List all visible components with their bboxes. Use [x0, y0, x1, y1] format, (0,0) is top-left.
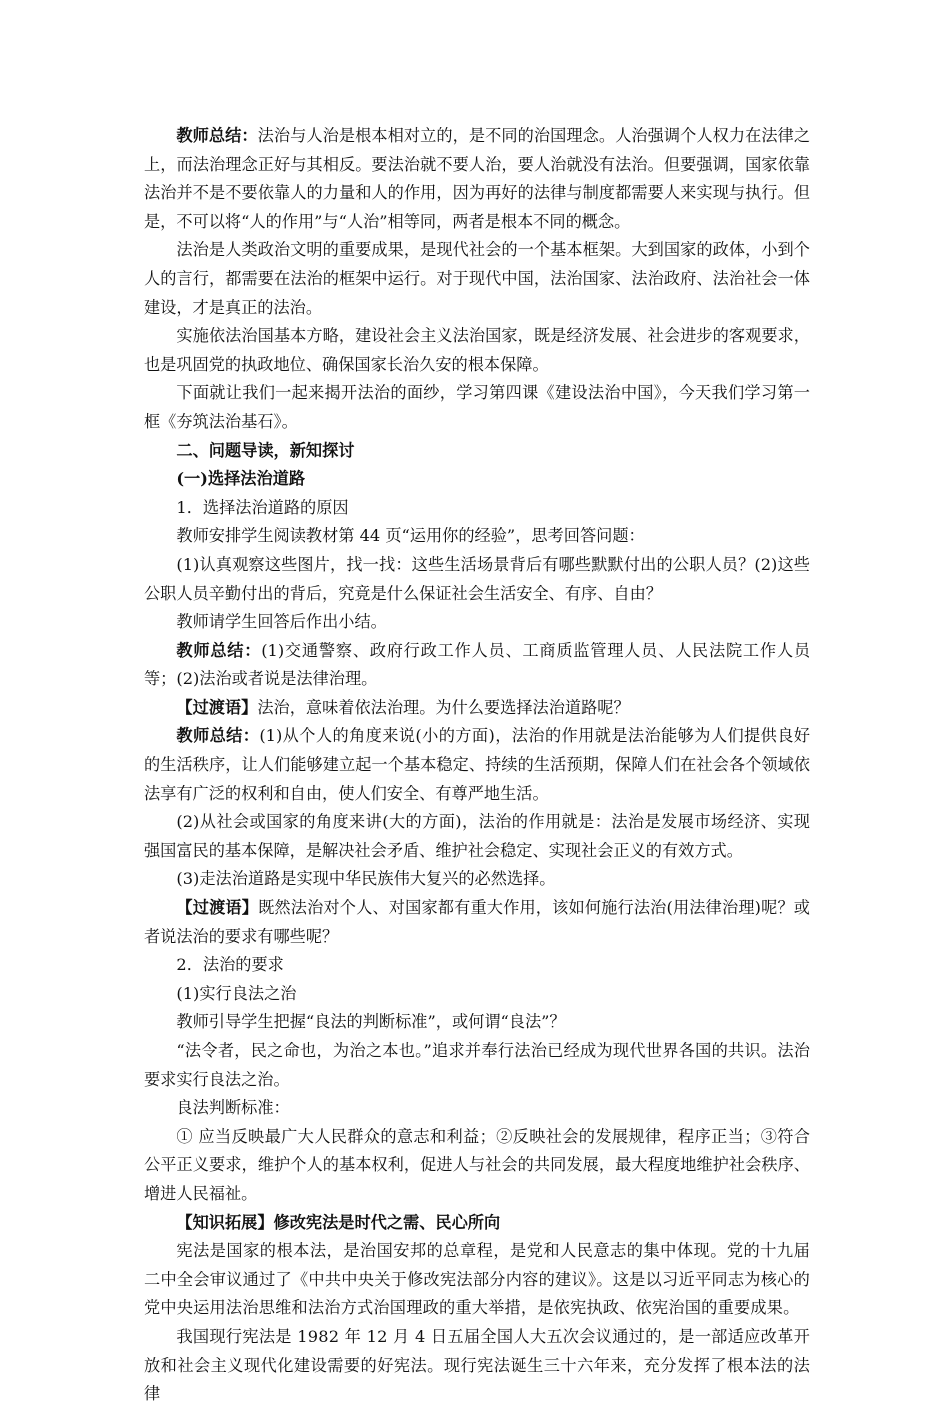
paragraph-criteria-label — [144, 1094, 810, 1123]
paragraph-text: 下面就让我们一起来揭开法治的面纱，学习第四课《建设法治中国》，今天我们学习第一框《夯筑法治基石》。 — [144, 383, 810, 431]
paragraph-quote — [144, 1037, 810, 1094]
knowledge-extension-heading — [144, 1209, 810, 1238]
bold-lead: 教师总结： — [176, 640, 262, 660]
item-heading-1 — [144, 494, 810, 523]
paragraph-lesson-intro — [144, 379, 810, 436]
paragraph-text: 1．选择法治道路的原因 — [176, 497, 349, 517]
bold-lead: 教师总结： — [176, 726, 260, 746]
paragraph-transition-2 — [144, 894, 810, 951]
paragraph-text: 法治是人类政治文明的重要成果，是现代社会的一个基本框架。大到国家的政体，小到个人的言行，都需要在法治的框架中运行。对于现代中国，法治国家、法治政府、法治社会一体建设，才是真正的法治。 — [144, 240, 810, 317]
paragraph-text: 教师引导学生把握“良法的判断标准”，或何谓“良法”？ — [176, 1012, 566, 1032]
paragraph-text: 我国现行宪法是 1982 年 12 月 4 日五届全国人大五次会议通过的，是一部适应改革开放和社会主义现代化建设需要的好宪法。现行宪法诞生三十六年来，充分发挥了根本法的法律 — [144, 1326, 810, 1404]
subsection-heading-1 — [144, 465, 810, 494]
paragraph-criteria-list — [144, 1123, 810, 1209]
paragraph-text: 既然法治对个人、对国家都有重大作用，该如何施行法治(用法律治理)呢？或者说法治的要求有哪些呢？ — [144, 898, 810, 946]
paragraph-text: 2．法治的要求 — [176, 955, 284, 975]
paragraph-text: (1)从个人的角度来说(小的方面)，法治的作用就是法治能够为人们提供良好的生活秩序，让人们能够建立起一个基本稳定、持续的生活预期，保障人们在社会各个领域依法享有广泛的权利和自由，使人们安全、有尊严地生活。 — [144, 726, 810, 803]
paragraph-text: (2)从社会或国家的角度来讲(大的方面)，法治的作用就是：法治是发展市场经济、实现强国富民的基本保障，是解决社会矛盾、维护社会稳定、实现社会正义的有效方式。 — [144, 812, 810, 860]
heading-text: (一)选择法治道路 — [176, 469, 306, 489]
paragraph-text: 实施依法治国基本方略，建设社会主义法治国家，既是经济发展、社会进步的客观要求，也是巩固党的执政地位、确保国家长治久安的根本保障。 — [144, 326, 810, 374]
paragraph-text: (3)走法治道路是实现中华民族伟大复兴的必然选择。 — [176, 869, 556, 889]
paragraph-constitution-1 — [144, 1237, 810, 1323]
bold-lead: 【过渡语】 — [176, 898, 259, 918]
paragraph-text: 教师请学生回答后作出小结。 — [176, 612, 387, 632]
paragraph-text: (1)交通警察、政府行政工作人员、工商质监管理人员、人民法院工作人员等；(2)法治或者说是法律治理。 — [144, 640, 811, 689]
paragraph-rule-of-law-civilization — [144, 236, 810, 322]
heading-text: 【知识拓展】修改宪法是时代之需、民心所向 — [176, 1212, 501, 1232]
item-heading-2 — [144, 951, 810, 980]
paragraph-teacher-summary-2 — [144, 637, 810, 694]
bold-lead: 【过渡语】 — [176, 697, 258, 717]
section-heading-2 — [144, 437, 810, 466]
sub-item-heading-1 — [144, 980, 810, 1009]
paragraph-teacher-summary-3 — [144, 722, 810, 808]
bold-lead: 教师总结： — [176, 126, 258, 145]
paragraph-text: (1)实行良法之治 — [176, 983, 297, 1003]
paragraph-text: “法令者，民之命也，为治之本也。”追求并奉行法治已经成为现代世界各国的共识。法治要求实行良法之治。 — [144, 1041, 810, 1089]
paragraph-reading-task — [144, 522, 810, 551]
paragraph-questions — [144, 551, 810, 608]
paragraph-point-3 — [144, 865, 810, 894]
heading-text: 二、问题导读，新知探讨 — [176, 440, 355, 460]
paragraph-good-law-question — [144, 1008, 810, 1037]
paragraph-teacher-request — [144, 608, 810, 637]
paragraph-point-2 — [144, 808, 810, 865]
paragraph-text: 宪法是国家的根本法，是治国安邦的总章程，是党和人民意志的集中体现。党的十九届二中全会审议通过了《中共中央关于修改宪法部分内容的建议》。这是以习近平同志为核心的党中央运用法治思维和法治方式治国理政的重大举措，是依宪执政、依宪治国的重要成果。 — [144, 1241, 810, 1318]
paragraph-text: (1)认真观察这些图片，找一找：这些生活场景背后有哪些默默付出的公职人员？(2)这些公职人员辛勤付出的背后，究竟是什么保证社会生活安全、有序、自由？ — [144, 554, 810, 603]
paragraph-text: 法治，意味着依法治理。为什么要选择法治道路呢？ — [257, 697, 630, 717]
paragraph-text: ① 应当反映最广大人民群众的意志和利益；②反映社会的发展规律，程序正当；③符合公平正义要求，维护个人的基本权利，促进人与社会的共同发展，最大程度地维护社会秩序、增进人民福祉。 — [144, 1126, 810, 1203]
paragraph-text: 法治与人治是根本相对立的，是不同的治国理念。人治强调个人权力在法律之上，而法治理念正好与其相反。要法治就不要人治，要人治就没有法治。但要强调，国家依靠法治并不是不要依靠人的力量和人的作用，因为再好的法律与制度都需要人来实现与执行。但是，不可以将“人的作用”与“人治”相等同，两者是根本不同的概念。 — [144, 126, 811, 231]
paragraph-teacher-summary-1 — [144, 122, 810, 236]
paragraph-implement-strategy — [144, 322, 810, 379]
paragraph-text: 良法判断标准： — [176, 1098, 290, 1118]
paragraph-constitution-2 — [144, 1323, 810, 1409]
paragraph-transition-1 — [144, 694, 810, 723]
paragraph-text: 教师安排学生阅读教材第 44 页“运用你的经验”，思考回答问题： — [176, 526, 645, 546]
document-body — [144, 122, 810, 1409]
